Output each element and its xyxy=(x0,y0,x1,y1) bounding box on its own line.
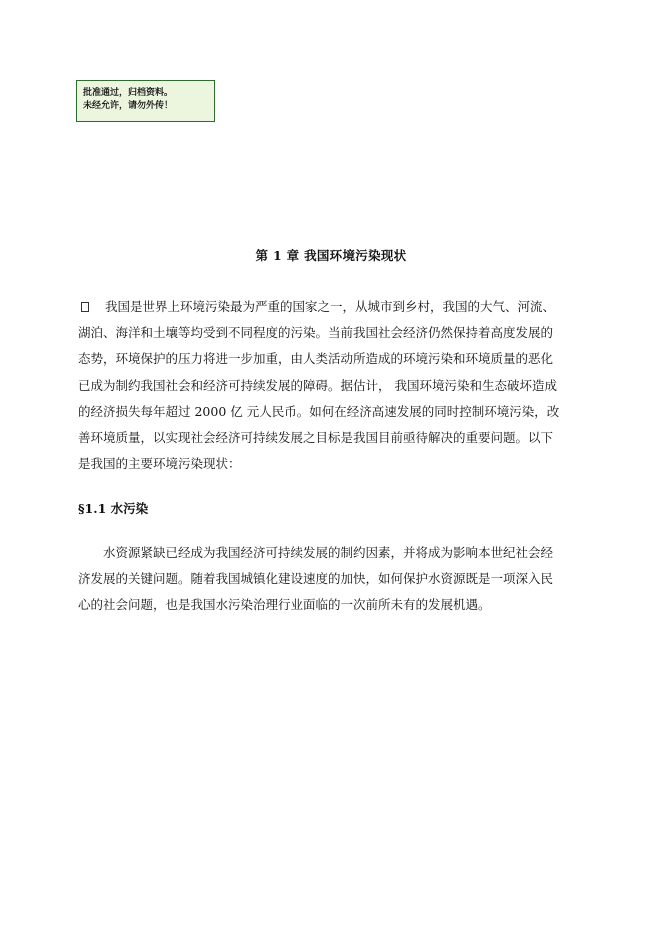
stamp-line-1: 批准通过，归档资料。 xyxy=(83,88,174,98)
approval-stamp xyxy=(76,80,215,122)
empty-square-icon xyxy=(81,302,89,312)
intro-line-1-text: 我国是世界上环境污染最为严重的国家之一，从城市到乡村，我国的大气、河流、 xyxy=(105,299,556,314)
intro-line-3: 态势，环境保护的压力将进一步加重，由人类活动所造成的环境污染和环境质量的恶化 xyxy=(78,351,554,367)
intro-line-6: 善环境质量，以实现社会经济可持续发展之目标是我国目前亟待解决的重要问题。以下 xyxy=(78,429,554,445)
intro-line-7: 是我国的主要环境污染现状： xyxy=(78,456,241,472)
intro-line-2: 湖泊、海洋和土壤等均受到不同程度的污染。当前我国社会经济仍然保持着高度发展的 xyxy=(78,325,554,341)
chapter-title: 第 1 章 我国环境污染现状 xyxy=(255,248,407,263)
water-line-3: 心的社会问题，也是我国水污染治理行业面临的一次前所未有的发展机遇。 xyxy=(78,597,491,613)
section-title: §1.1 水污染 xyxy=(78,501,149,516)
water-line-1-text: 水资源紧缺已经成为我国经济可持续发展的制约因素，并将成为影响本世纪社会经 xyxy=(103,545,554,560)
intro-paragraph xyxy=(78,294,588,477)
stamp-line-2: 未经允许，请勿外传！ xyxy=(83,101,174,111)
intro-line-5: 的经济损失每年超过 2000 亿 元人民币。如何在经济高速发展的同时控制环境污染，改 xyxy=(78,403,560,419)
intro-line-4: 已成为制约我国社会和经济可持续发展的障碍。据估计， 我国环境污染和生态破坏造成 xyxy=(78,377,557,393)
intro-line-1 xyxy=(78,294,588,320)
water-line-1 xyxy=(78,540,588,566)
water-line-2: 济发展的关键问题。随着我国城镇化建设速度的加快，如何保护水资源既是一项深入民 xyxy=(78,571,554,587)
water-paragraph xyxy=(78,540,588,619)
